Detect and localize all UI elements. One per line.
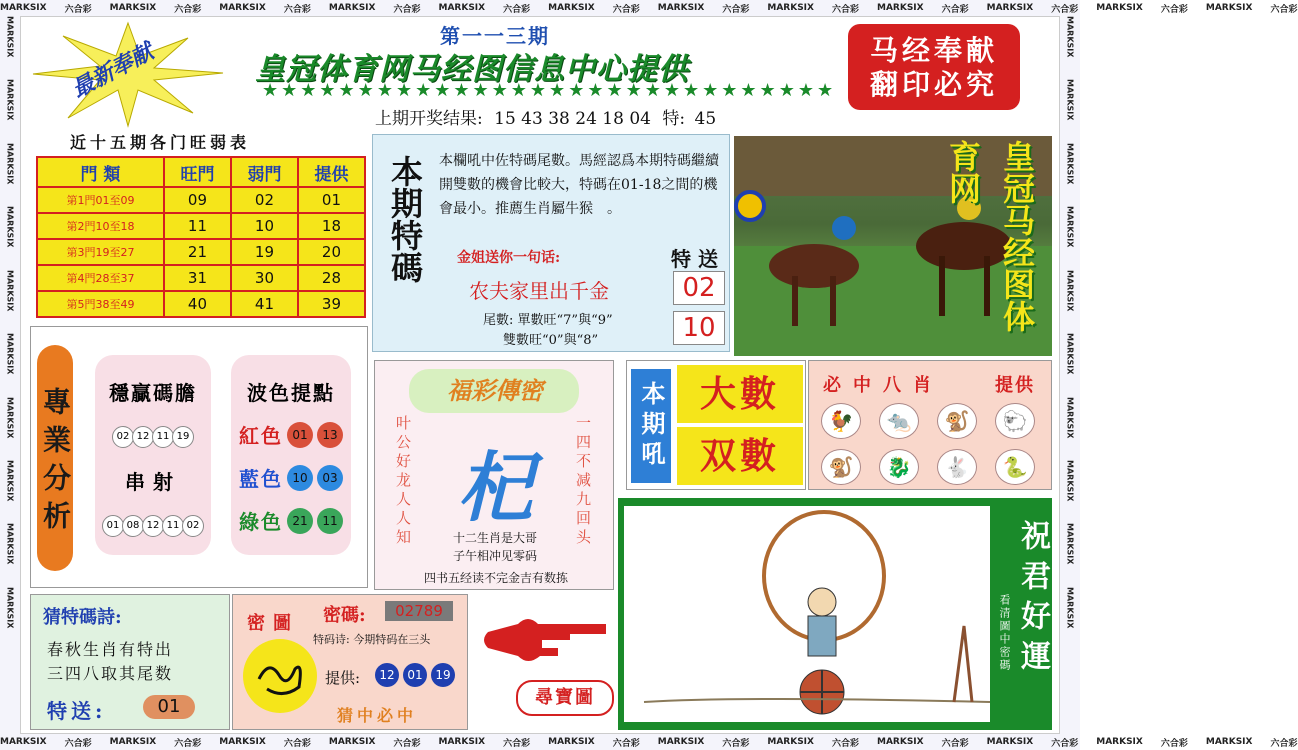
lottery-left-vertical: 叶公好龙人人知 [394, 415, 412, 548]
door-value-cell: 11 [164, 213, 231, 239]
chain-number: 12 [142, 515, 164, 537]
door-value-cell: 30 [231, 265, 298, 291]
tail-line2: 雙數旺“0”與“8” [503, 333, 599, 348]
special-vertical-title: 本期特碼 [386, 155, 424, 283]
special-number: 45 [694, 109, 717, 129]
border-cjk-text: 六合彩 [393, 4, 421, 15]
result-label: 上期开奖结果: [375, 109, 483, 129]
lottery-panel [374, 360, 614, 590]
door-label-cell: 第3門19至27 [37, 239, 164, 265]
secret-provide: 提供: [325, 669, 361, 687]
color-ball: 03 [317, 465, 343, 491]
border-brand-text: MARKSIX [1096, 3, 1143, 13]
border-cjk-text: 六合彩 [722, 4, 750, 15]
border-brand-text: MARKSIX [5, 459, 15, 502]
border-brand-text: MARKSIX [1205, 3, 1253, 13]
chain-number: 08 [122, 515, 144, 537]
secret-number: 01 [403, 663, 427, 687]
luck-note: 看清圖中密碼 [998, 594, 1011, 672]
result-line [375, 104, 716, 129]
code-value: 02789 [385, 601, 453, 621]
special-paragraph: 本欄吼中佐特碼尾數。馬經認爲本期特碼繼續開雙數的機會比較大，特碼在01-18之間的機會最小。推薦生肖屬牛猴 。 [439, 153, 719, 217]
border-brand-text: MARKSIX [657, 3, 705, 13]
border-brand-text: MARKSIX [1065, 142, 1075, 185]
door-value-cell: 01 [298, 187, 365, 213]
stamp-line1: 马经奉献 [869, 34, 998, 67]
poem-line2: 三四八取其尾数 [47, 664, 174, 683]
door-label-cell: 第5門38至49 [37, 291, 164, 317]
border-brand-text: MARKSIX [877, 737, 924, 747]
secret-numbers [375, 663, 459, 687]
door-value-cell: 40 [164, 291, 231, 317]
zodiac-animal-icon: 🐀 [879, 403, 919, 439]
border-brand-text: MARKSIX [877, 3, 924, 13]
border-cjk-text: 六合彩 [503, 4, 531, 15]
star-divider: ★★★★★★★★★★★★★★★★★★★★★★★★★★★★★★ [262, 80, 837, 101]
color-ball: 21 [287, 508, 313, 534]
door-value-cell: 39 [298, 291, 365, 317]
chain-title: 串射 [125, 470, 181, 494]
zodiac-animal-icon: 🐉 [879, 449, 919, 485]
border-cjk-text: 六合彩 [64, 738, 92, 749]
luck-vertical: 祝君好運 [1015, 520, 1050, 680]
zodiac-animal-icon: 🐒 [937, 403, 977, 439]
border-brand-text: MARKSIX [5, 396, 15, 438]
border-cjk-text: 六合彩 [612, 738, 640, 749]
border-bottom [0, 733, 1298, 750]
color-row [231, 420, 351, 449]
lottery-line3: 四书五经读不完金吉有数拣 [423, 571, 568, 585]
table-header-row [37, 157, 365, 187]
border-brand-text: MARKSIX [1065, 206, 1075, 248]
issue-number: 第一一三期 [440, 24, 550, 48]
border-brand-text: MARKSIX [548, 737, 595, 747]
starburst-badge [28, 18, 228, 128]
color-panel [231, 355, 351, 555]
zodiac-animal-icon: 🐑 [995, 403, 1035, 439]
door-value-cell: 20 [298, 239, 365, 265]
table-row [37, 291, 365, 317]
secret-verse: 特码诗: 今期特码在三头 [313, 633, 431, 646]
secret-number: 19 [431, 663, 455, 687]
border-brand-text: MARKSIX [767, 3, 814, 13]
page-title: 皇冠体育网马经图信息中心提供 [255, 52, 689, 87]
table-header-cell: 旺門 [164, 157, 231, 187]
door-value-cell: 31 [164, 265, 231, 291]
poem-line1: 春秋生肖有特出 [47, 640, 174, 659]
lottery-line1: 十二生肖是大哥 [452, 531, 537, 545]
special-panel [372, 134, 730, 352]
badge-text: 最新奉献 [67, 38, 158, 103]
border-brand-text: MARKSIX [5, 523, 15, 565]
border-brand-text: MARKSIX [0, 3, 47, 13]
border-brand-text: MARKSIX [548, 3, 595, 13]
border-right [1059, 16, 1080, 734]
border-brand-text: MARKSIX [1065, 269, 1075, 312]
color-name: 紅色 [239, 424, 283, 448]
table-title: 近十五期各门旺弱表 [70, 133, 251, 152]
table-body [37, 187, 365, 317]
luck-panel [618, 498, 1052, 730]
lottery-line2: 子午相冲见零码 [452, 549, 537, 563]
door-value-cell: 10 [231, 213, 298, 239]
border-brand-text: MARKSIX [767, 737, 814, 747]
chain-number: 02 [182, 515, 204, 537]
border-cjk-text: 六合彩 [612, 4, 640, 15]
horse-race-photo [734, 136, 1052, 356]
banker-number: 11 [152, 426, 174, 448]
door-label-cell: 第1門01至09 [37, 187, 164, 213]
color-row [231, 506, 351, 535]
zodiac-provide: 提供 [995, 375, 1035, 396]
phrase: 农夫家里出千金 [469, 279, 609, 303]
door-label-cell: 第2門10至18 [37, 213, 164, 239]
send-label: 特 送 [671, 247, 718, 271]
border-cjk-text: 六合彩 [1051, 4, 1079, 15]
border-cjk-text: 六合彩 [283, 738, 311, 749]
stamp-line2: 翻印必究 [869, 68, 998, 101]
border-cjk-text: 六合彩 [941, 4, 969, 15]
border-cjk-text: 六合彩 [503, 738, 531, 749]
border-cjk-text: 六合彩 [393, 738, 421, 749]
tail-line1: 尾數: 單數旺“7”與“9” [483, 313, 613, 328]
border-brand-text: MARKSIX [219, 737, 266, 747]
special-label: 特: [662, 109, 686, 129]
lottery-title: 福彩傳密 [447, 376, 543, 405]
border-cjk-text: 六合彩 [831, 738, 859, 749]
pointing-hand [478, 610, 608, 670]
table-row [37, 213, 365, 239]
door-label-cell: 第4門28至37 [37, 265, 164, 291]
border-brand-text: MARKSIX [5, 206, 15, 248]
gold-label: 金姐送你一句话: [457, 250, 561, 266]
table-row [37, 187, 365, 213]
secret-number: 12 [375, 663, 399, 687]
pair-panel [626, 360, 806, 490]
chain-number: 11 [162, 515, 184, 537]
color-ball: 13 [317, 422, 343, 448]
pointing-hand-icon [478, 610, 608, 670]
code-label: 密碼: [323, 605, 366, 626]
door-value-cell: 09 [164, 187, 231, 213]
color-ball: 11 [317, 508, 343, 534]
border-brand-text: MARKSIX [5, 142, 15, 185]
expert-panel [30, 326, 368, 588]
send-number-1: 02 [673, 271, 725, 305]
table-header-cell: 弱門 [231, 157, 298, 187]
border-cjk-text: 六合彩 [831, 4, 859, 15]
poem-panel [30, 594, 230, 730]
zodiac-animal-icon: 🐒 [821, 449, 861, 485]
treasure-label: 尋寶圖 [516, 680, 614, 716]
border-cjk-text: 六合彩 [1270, 4, 1298, 15]
border-cjk-text: 六合彩 [1051, 738, 1079, 749]
lottery-big-char: 杞 [457, 443, 533, 532]
border-brand-text: MARKSIX [986, 3, 1034, 13]
border-brand-text: MARKSIX [1096, 737, 1143, 747]
border-brand-text: MARKSIX [5, 16, 15, 58]
banker-panel [95, 355, 211, 555]
border-top [0, 0, 1298, 17]
secret-drawing [243, 639, 317, 713]
border-brand-text: MARKSIX [5, 269, 15, 312]
banker-numbers [95, 424, 211, 448]
zodiac-panel [808, 360, 1052, 490]
border-brand-text: MARKSIX [5, 79, 15, 121]
border-brand-text: MARKSIX [1205, 737, 1253, 747]
secret-footer: 猜中必中 [337, 706, 418, 725]
poem-send-label: 特送: [47, 699, 107, 723]
zodiac-animal-icon: 🐍 [995, 449, 1035, 485]
border-brand-text: MARKSIX [1065, 586, 1075, 629]
border-cjk-text: 六合彩 [722, 738, 750, 749]
luck-picture [624, 506, 990, 722]
border-left [0, 16, 21, 734]
zodiac-grid [821, 403, 1045, 485]
color-ball: 10 [287, 465, 313, 491]
banker-number: 02 [112, 426, 134, 448]
pair-vertical: 本期吼 [631, 369, 671, 483]
door-value-cell: 02 [231, 187, 298, 213]
even-label: 双數 [677, 427, 803, 485]
border-cjk-text: 六合彩 [64, 4, 92, 15]
expert-vertical-title: 專業分析 [37, 345, 73, 571]
chain-number: 01 [102, 515, 124, 537]
border-brand-text: MARKSIX [657, 737, 705, 747]
copyright-stamp [848, 24, 1020, 110]
chain-numbers [95, 513, 211, 537]
door-value-cell: 21 [164, 239, 231, 265]
zodiac-animal-icon: 🐇 [937, 449, 977, 485]
border-brand-text: MARKSIX [5, 333, 15, 375]
banker-number: 12 [132, 426, 154, 448]
poem-number: 01 [143, 695, 195, 719]
border-cjk-text: 六合彩 [174, 4, 202, 15]
secret-panel [232, 594, 468, 730]
poem-title: 猜特碼詩: [43, 607, 122, 628]
color-name: 綠色 [239, 510, 283, 534]
door-value-cell: 28 [298, 265, 365, 291]
door-value-cell: 41 [231, 291, 298, 317]
table-header-cell: 提供 [298, 157, 365, 187]
border-brand-text: MARKSIX [438, 737, 486, 747]
banker-title: 穩贏碼膽 [109, 381, 197, 405]
border-brand-text: MARKSIX [328, 737, 376, 747]
border-cjk-text: 六合彩 [941, 738, 969, 749]
border-brand-text: MARKSIX [1065, 523, 1075, 565]
border-cjk-text: 六合彩 [283, 4, 311, 15]
color-row [231, 463, 351, 492]
table-header-cell: 門 類 [37, 157, 164, 187]
border-brand-text: MARKSIX [5, 586, 15, 629]
big-label: 大數 [677, 365, 803, 423]
secret-label: 密圖 [247, 613, 299, 634]
border-brand-text: MARKSIX [1065, 459, 1075, 502]
result-numbers: 15 43 38 24 18 04 [494, 109, 651, 129]
scribble-icon [243, 639, 317, 713]
border-brand-text: MARKSIX [109, 737, 157, 747]
border-cjk-text: 六合彩 [1160, 738, 1188, 749]
jump-rope-boy-icon [624, 506, 990, 722]
door-value-cell: 19 [231, 239, 298, 265]
photo-vertical-text: 皇冠马经图体育网 [944, 140, 1036, 332]
color-rows [231, 420, 351, 535]
table-row [37, 265, 365, 291]
table-row [37, 239, 365, 265]
border-brand-text: MARKSIX [986, 737, 1034, 747]
zodiac-title: 必中八肖 [823, 375, 943, 396]
border-brand-text: MARKSIX [438, 3, 486, 13]
border-cjk-text: 六合彩 [1270, 738, 1298, 749]
zodiac-animal-icon: 🐓 [821, 403, 861, 439]
border-brand-text: MARKSIX [328, 3, 376, 13]
send-number-2: 10 [673, 311, 725, 345]
border-brand-text: MARKSIX [219, 3, 266, 13]
door-value-cell: 18 [298, 213, 365, 239]
border-brand-text: MARKSIX [1065, 79, 1075, 121]
lottery-right-vertical: 一四不减九回头 [574, 415, 592, 548]
border-cjk-text: 六合彩 [174, 738, 202, 749]
border-brand-text: MARKSIX [0, 737, 47, 747]
border-brand-text: MARKSIX [109, 3, 157, 13]
border-brand-text: MARKSIX [1065, 333, 1075, 375]
border-cjk-text: 六合彩 [1160, 4, 1188, 15]
color-ball: 01 [287, 422, 313, 448]
banker-number: 19 [172, 426, 194, 448]
door-table [36, 156, 366, 318]
border-brand-text: MARKSIX [1065, 396, 1075, 438]
color-title: 波色提點 [247, 381, 335, 405]
color-name: 藍色 [239, 467, 283, 491]
border-brand-text: MARKSIX [1065, 16, 1075, 58]
